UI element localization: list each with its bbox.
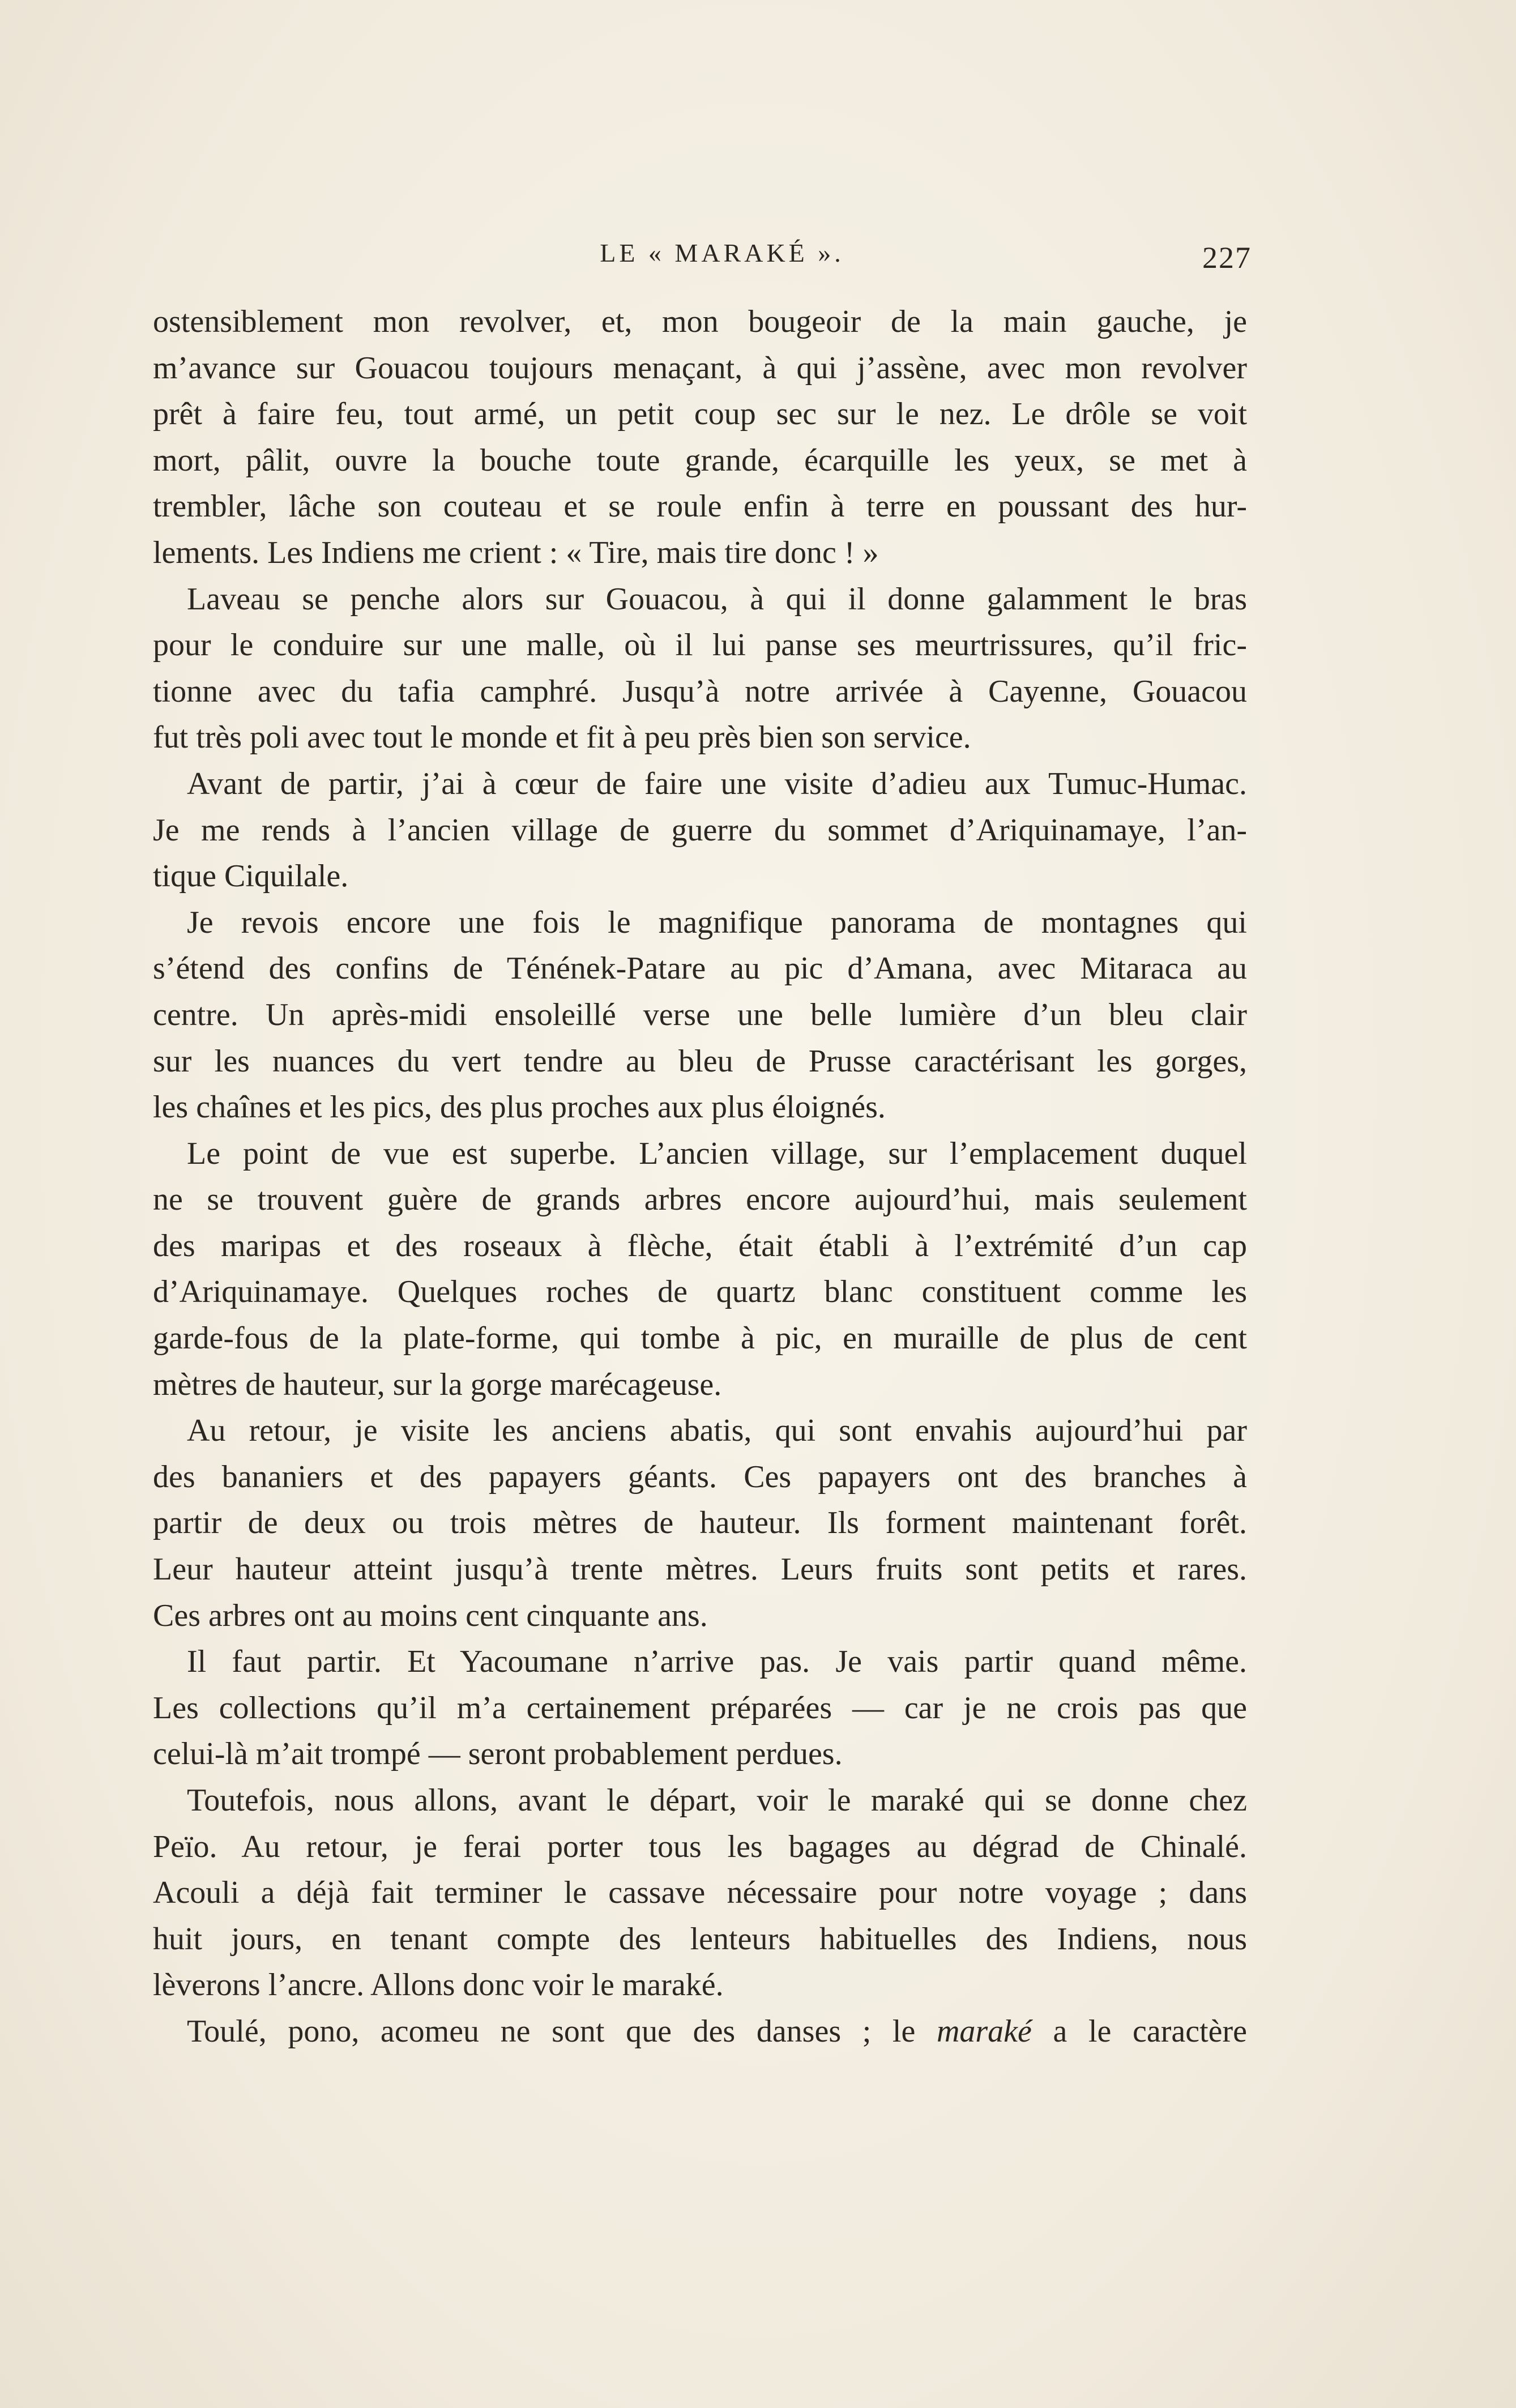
text-line: lements. Les Indiens me crient : « Tire, mais tire donc ! »	[153, 535, 879, 570]
text-line: celui-là m’ait trompé — seront probablement perdues.	[153, 1736, 843, 1772]
text-line: Au retour, je visite les anciens abatis, qui sont envahis aujourd’hui par	[187, 1413, 1247, 1449]
text-line: mètres de hauteur, sur la gorge marécageuse.	[153, 1367, 722, 1402]
text-line: sur les nuances du vert tendre au bleu de Prusse caractérisant les gorges,	[153, 1043, 1247, 1079]
text-line: des bananiers et des papayers géants. Ces papayers ont des branches à	[153, 1459, 1247, 1495]
text-line: trembler, lâche son couteau et se roule enfin à terre en poussant des hur-	[153, 489, 1247, 524]
body-text	[153, 299, 1247, 2055]
text-line: garde-fous de la plate-forme, qui tombe à pic, en muraille de plus de cent	[153, 1321, 1247, 1356]
text-line: ostensiblement mon revolver, et, mon bougeoir de la main gauche, je	[153, 304, 1247, 339]
text-line: Avant de partir, j’ai à cœur de faire une visite d’adieu aux Tumuc-Humac.	[187, 766, 1247, 801]
text-line: Laveau se penche alors sur Gouacou, à qui il donne galamment le bras	[187, 581, 1247, 617]
text-line: Les collections qu’il m’a certainement préparées — car je ne crois pas que	[153, 1690, 1247, 1726]
text-line: Peïo. Au retour, je ferai porter tous les bagages au dégrad de Chinalé.	[153, 1829, 1247, 1864]
text-line: s’étend des confins de Ténének-Patare au pic d’Amana, avec Mitaraca au	[153, 951, 1247, 987]
text-line: des maripas et des roseaux à flèche, était établi à l’extrémité d’un cap	[153, 1228, 1247, 1263]
text-line: lèverons l’ancre. Allons donc voir le maraké.	[153, 1967, 724, 2003]
text-line: Je revois encore une fois le magnifique panorama de montagnes qui	[187, 904, 1247, 940]
text-line: Je me rends à l’ancien village de guerre du sommet d’Ariquinamaye, l’an-	[153, 812, 1247, 848]
text-line-final	[153, 2009, 1247, 2055]
final-line-before: Toulé, pono, acomeu ne sont que des danses ; le	[187, 2013, 937, 2049]
final-line-italic: maraké	[936, 2013, 1032, 2049]
text-line: pour le conduire sur une malle, où il lui panse ses meurtrissures, qu’il fric-	[153, 627, 1247, 663]
text-line: Le point de vue est superbe. L’ancien village, sur l’emplacement duquel	[187, 1135, 1247, 1171]
text-line: Leur hauteur atteint jusqu’à trente mètres. Leurs fruits sont petits et rares.	[153, 1552, 1247, 1587]
text-line: m’avance sur Gouacou toujours menaçant, à qui j’assène, avec mon revolver	[153, 350, 1247, 386]
running-title: LE « MARAKÉ ».	[600, 238, 844, 267]
text-line: ne se trouvent guère de grands arbres encore aujourd’hui, mais seulement	[153, 1182, 1247, 1218]
text-line: fut très poli avec tout le monde et fit à peu près bien son service.	[153, 720, 971, 755]
text-line: Il faut partir. Et Yacoumane n’arrive pas. Je vais partir quand même.	[187, 1644, 1247, 1680]
text-line: les chaînes et les pics, des plus proches aux plus éloignés.	[153, 1090, 886, 1125]
text-line: Toutefois, nous allons, avant le départ, voir le maraké qui se donne chez	[187, 1783, 1247, 1818]
text-line: d’Ariquinamaye. Quelques roches de quartz blanc constituent comme les	[153, 1274, 1247, 1310]
text-line: partir de deux ou trois mètres de hauteur. Ils forment maintenant forêt.	[153, 1505, 1247, 1541]
text-line: tionne avec du tafia camphré. Jusqu’à notre arrivée à Cayenne, Gouacou	[153, 673, 1247, 709]
text-line: prêt à faire feu, tout armé, un petit coup sec sur le nez. Le drôle se voit	[153, 396, 1247, 432]
text-line: centre. Un après-midi ensoleillé verse une belle lumière d’un bleu clair	[153, 997, 1247, 1032]
text-line: Acouli a déjà fait terminer le cassave nécessaire pour notre voyage ; dans	[153, 1875, 1247, 1911]
page-header	[159, 238, 1252, 275]
text-line: mort, pâlit, ouvre la bouche toute grande, écarquille les yeux, se met à	[153, 442, 1247, 478]
text-line: Ces arbres ont au moins cent cinquante ans.	[153, 1598, 708, 1633]
text-line: huit jours, en tenant compte des lenteurs habituelles des Indiens, nous	[153, 1921, 1247, 1957]
text-lines	[153, 299, 1247, 2009]
page-number: 227	[1202, 241, 1252, 275]
text-line: tique Ciquilale.	[153, 859, 349, 894]
final-line-after: a le caractère	[1031, 2013, 1247, 2049]
